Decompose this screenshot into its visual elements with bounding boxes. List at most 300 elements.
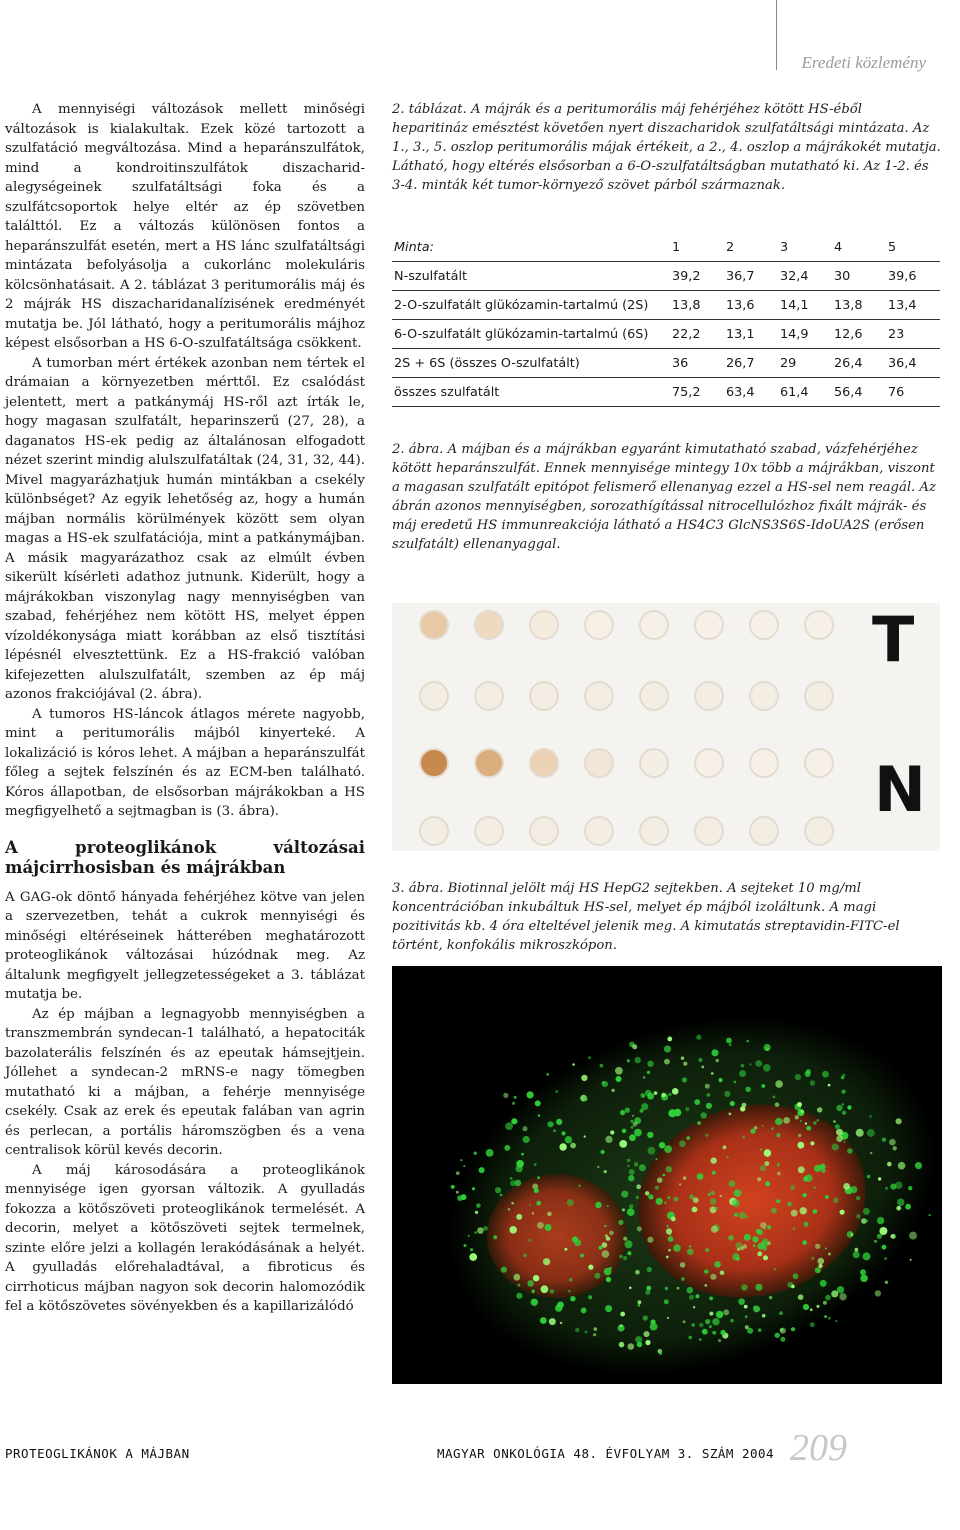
fluorescent-granule (685, 1107, 689, 1111)
fluorescent-granule (910, 1259, 912, 1261)
fluorescent-granule (645, 1191, 649, 1195)
fluorescent-granule (890, 1184, 896, 1190)
fluorescent-granule (863, 1208, 870, 1215)
fluorescent-granule (623, 1256, 627, 1260)
fluorescent-granule (622, 1208, 625, 1211)
fluorescent-granule (555, 1304, 562, 1311)
fluorescent-granule (877, 1234, 882, 1239)
fluorescent-granule (804, 1222, 809, 1227)
fluorescent-granule (644, 1331, 650, 1337)
fluorescent-granule (561, 1131, 565, 1135)
blot-well (639, 610, 669, 640)
fluorescent-granule (599, 1246, 603, 1250)
fluorescent-granule (885, 1281, 888, 1284)
fluorescent-granule (627, 1208, 635, 1216)
fluorescent-granule (779, 1311, 783, 1315)
fluorescent-granule (619, 1140, 627, 1148)
fluorescent-granule (776, 1199, 780, 1203)
blot-well (749, 610, 779, 640)
fluorescent-granule (664, 1045, 671, 1052)
fluorescent-granule (631, 1126, 634, 1129)
fluorescent-granule (828, 1084, 831, 1087)
fluorescent-granule (882, 1138, 886, 1142)
fluorescent-granule (739, 1212, 746, 1219)
fluorescent-granule (878, 1177, 881, 1180)
fluorescent-granule (470, 1248, 473, 1251)
fluorescent-granule (645, 1290, 650, 1295)
fluorescent-granule (534, 1188, 539, 1193)
fluorescent-granule (746, 1040, 749, 1043)
fluorescent-granule (536, 1201, 541, 1206)
table-cell: 36,7 (724, 262, 778, 291)
blot-well (694, 681, 724, 711)
fluorescent-granule (889, 1139, 896, 1146)
fluorescent-granule (898, 1162, 906, 1170)
fluorescent-granule (474, 1231, 477, 1234)
fluorescent-granule (493, 1235, 497, 1239)
fluorescent-granule (741, 1284, 747, 1290)
table-cell: 63,4 (724, 378, 778, 407)
fluorescent-granule (645, 1340, 650, 1345)
fluorescent-granule (897, 1198, 905, 1206)
fluorescent-granule (824, 1315, 827, 1318)
dot-blot-figure (392, 603, 940, 851)
fluorescent-granule (538, 1114, 541, 1117)
blot-well (584, 816, 614, 846)
fluorescent-granule (604, 1268, 612, 1276)
fluorescent-granule (605, 1136, 612, 1143)
fluorescent-granule (743, 1244, 747, 1248)
blot-well (529, 816, 559, 846)
fluorescent-granule (588, 1056, 591, 1059)
fluorescent-granule (627, 1251, 631, 1255)
fluorescent-granule (514, 1096, 517, 1099)
fluorescent-granule (640, 1109, 644, 1113)
fluorescent-granule (706, 1103, 712, 1109)
fluorescent-granule (553, 1129, 556, 1132)
table-cell: 39,2 (670, 262, 724, 291)
fluorescent-granule (628, 1343, 635, 1350)
fluorescent-granule (837, 1286, 844, 1293)
fluorescent-granule (531, 1290, 535, 1294)
fluorescent-granule (513, 1274, 520, 1281)
fluorescent-granule (456, 1191, 459, 1194)
fluorescent-granule (512, 1102, 515, 1105)
fluorescent-granule (584, 1097, 588, 1101)
fluorescent-granule (457, 1195, 463, 1201)
fluorescent-granule (730, 1319, 734, 1323)
fluorescent-granule (884, 1257, 887, 1260)
fluorescent-granule (692, 1207, 698, 1213)
fluorescent-granule (666, 1225, 668, 1227)
fluorescent-granule (686, 1136, 690, 1140)
fluorescent-granule (635, 1057, 641, 1063)
fluorescent-granule (855, 1248, 859, 1252)
fluorescent-granule (710, 1274, 716, 1280)
fluorescent-granule (877, 1217, 884, 1224)
fluorescent-granule (549, 1318, 556, 1325)
fluorescent-granule (546, 1073, 549, 1076)
fluorescent-granule (474, 1152, 477, 1155)
fluorescent-granule (667, 1196, 670, 1199)
fluorescent-granule (814, 1186, 816, 1188)
fluorescent-granule (865, 1220, 868, 1223)
fluorescent-granule (773, 1096, 776, 1099)
fluorescent-granule (833, 1120, 836, 1123)
fluorescent-granule (915, 1162, 922, 1169)
fluorescent-granule (870, 1152, 872, 1154)
table-cell: 13,8 (832, 291, 886, 320)
fluorescent-granule (588, 1295, 592, 1299)
fluorescent-granule (908, 1186, 912, 1190)
fluorescent-granule (569, 1278, 573, 1282)
fluorescent-granule (791, 1210, 798, 1217)
fluorescent-granule (456, 1171, 460, 1175)
fluorescent-granule (723, 1309, 729, 1315)
fluorescent-granule (823, 1301, 827, 1305)
fluorescent-granule (711, 1157, 717, 1163)
fluorescent-granule (839, 1293, 846, 1300)
fluorescent-granule (758, 1328, 761, 1331)
blot-well (804, 748, 834, 778)
fluorescent-granule (847, 1148, 853, 1154)
fluorescent-granule (760, 1149, 762, 1151)
fluorescent-granule (527, 1091, 534, 1098)
fluorescent-granule (777, 1172, 781, 1176)
fluorescent-granule (712, 1171, 716, 1175)
fluorescent-granule (771, 1208, 777, 1214)
fluorescent-granule (619, 1342, 625, 1348)
fluorescent-granule (805, 1071, 811, 1077)
fluorescent-granule (632, 1115, 634, 1117)
fluorescent-granule (734, 1213, 738, 1217)
table-cell: 13,4 (886, 291, 940, 320)
fluorescent-granule (742, 1136, 745, 1139)
fluorescent-granule (705, 1319, 710, 1324)
fluorescent-granule (896, 1118, 902, 1124)
fluorescent-granule (729, 1180, 736, 1187)
fluorescent-granule (615, 1067, 623, 1075)
micrograph-image (392, 966, 942, 1384)
fluorescent-granule (671, 1217, 676, 1222)
table-cell: 75,2 (670, 378, 724, 407)
fluorescent-granule (476, 1203, 481, 1208)
fluorescent-granule (709, 1325, 712, 1328)
blot-well (694, 816, 724, 846)
fluorescent-granule (692, 1323, 695, 1326)
fluorescent-granule (565, 1136, 572, 1143)
fluorescent-granule (741, 1064, 745, 1068)
blot-well (584, 748, 614, 778)
paragraph: A mennyiségi változások mellett minőségi változások is kialakultak. Ezek közé tartozott a szulfatáció megváltozása. Mind a heparánszulfátok, mind a kondroitinszulfátok diszacharid-alegységeinek szulfatáltsági foka és a szulfátcsoportok helye eltér az ép szövetben találttól. Ez a változás különösen fontos a heparánszulfát esetén, mert a HS lánc szulfatáltsági mintázata befolyásolja a cukorlánc molekuláris kölcsönhatásait. A 2. táblázat 3 peritumorális máj és 2 májrák HS diszacharidanalízisének eredményét mutatja be. Jól látható, hogy a peritumorális májhoz képest elsősorban a HS 6-O-szulfatáltsága csökkent. (5, 102, 365, 351)
fluorescent-granule (704, 1269, 709, 1274)
fluorescent-granule (693, 1306, 695, 1308)
blot-well (474, 681, 504, 711)
blot-well (694, 748, 724, 778)
fluorescent-granule (477, 1227, 484, 1234)
label-normal: N (874, 753, 926, 826)
fluorescent-granule (835, 1124, 840, 1129)
fluorescent-granule (634, 1162, 639, 1167)
fluorescent-granule (803, 1304, 809, 1310)
fluorescent-granule (677, 1287, 680, 1290)
fluorescent-granule (712, 1318, 719, 1325)
fluorescent-granule (818, 1258, 825, 1265)
table-row (392, 262, 940, 291)
fluorescent-granule (836, 1135, 843, 1142)
fluorescent-granule (775, 1333, 780, 1338)
fluorescent-granule (505, 1122, 513, 1130)
fluorescent-granule (510, 1180, 516, 1186)
fluorescent-granule (896, 1206, 901, 1211)
fluorescent-granule (687, 1287, 694, 1294)
fluorescent-granule (695, 1294, 699, 1298)
fluorescent-granule (460, 1159, 462, 1161)
fluorescent-granule (486, 1149, 494, 1157)
fluorescent-granule (537, 1222, 544, 1229)
fluorescent-granule (508, 1208, 511, 1211)
fluorescent-granule (468, 1235, 470, 1237)
fluorescent-granule (764, 1044, 771, 1051)
fluorescent-granule (667, 1317, 669, 1319)
fluorescent-granule (734, 1189, 742, 1197)
fluorescent-granule (510, 1177, 513, 1180)
fluorescent-granule (683, 1176, 686, 1179)
confocal-micrograph (392, 966, 942, 1384)
table-cell: 13,6 (724, 291, 778, 320)
fluorescent-granule (841, 1076, 844, 1079)
fluorescent-granule (555, 1090, 558, 1093)
fluorescent-granule (535, 1100, 541, 1106)
blot-well (749, 681, 779, 711)
fluorescent-granule (787, 1202, 791, 1206)
fluorescent-granule (720, 1330, 725, 1335)
header-rule (776, 0, 777, 70)
fluorescent-granule (765, 1181, 770, 1186)
fluorescent-granule (689, 1295, 694, 1300)
table-header-cell: 3 (778, 233, 832, 262)
fluorescent-granule (882, 1245, 887, 1250)
fluorescent-granule (720, 1195, 722, 1197)
label-tumor: T (872, 603, 915, 676)
fluorescent-granule (511, 1202, 514, 1205)
fluorescent-granule (631, 1120, 634, 1123)
fluorescent-granule (637, 1342, 643, 1348)
fluorescent-granule (755, 1060, 762, 1067)
fluorescent-granule (680, 1262, 686, 1268)
fluorescent-granule (567, 1199, 574, 1206)
fluorescent-granule (905, 1204, 911, 1210)
fluorescent-granule (679, 1183, 681, 1185)
blot-well (419, 748, 449, 778)
fluorescent-granule (602, 1081, 605, 1084)
fluorescent-granule (531, 1299, 538, 1306)
fluorescent-granule (620, 1312, 625, 1317)
fluorescent-granule (780, 1337, 785, 1342)
fluorescent-granule (556, 1119, 562, 1125)
fluorescent-granule (718, 1339, 721, 1342)
fluorescent-granule (739, 1070, 746, 1077)
table-row (392, 378, 940, 407)
fluorescent-granule (647, 1237, 653, 1243)
fluorescent-granule (836, 1105, 842, 1111)
fluorescent-granule (682, 1077, 687, 1082)
fluorescent-granule (810, 1080, 815, 1085)
fluorescent-granule (605, 1305, 612, 1312)
fluorescent-granule (666, 1228, 672, 1234)
table-cell: 14,1 (778, 291, 832, 320)
fluorescent-granule (791, 1327, 795, 1331)
fluorescent-granule (627, 1159, 631, 1163)
fluorescent-granule (860, 1269, 866, 1275)
fluorescent-granule (702, 1329, 708, 1335)
fluorescent-granule (611, 1089, 614, 1092)
paragraph: A tumorban mért értékek azonban nem tértek el drámaian a környezetben mérttől. Ez csalódást jelentett, mert a patkánymáj HS-ről azt írták le, hogy magasan szulfatált, heparinszerű (27, 28), a daganatos HS-ek pedig az általánosan elfogadott nézet szerint mindig alulszulfatáltak (24, 31, 32, 44). Mivel magyarázhatjuk humán mintákban a csekély különbséget? Az egyik lehetőség az, hogy a humán májban normális körülmények között sem olyan magas a HS-ek szulfatációja, mint a patkánymájban. A másik magyarázathoz csak az elmúlt évben sikerült kísérleti adathoz jutnunk. Kiderült, hogy a májrákokban viszonylag nagy mennyiségben van szabad, fehérjéhez nem kötött HS, melyet éppen vízoldékonysága miatt korábban az első tisztítási lépésnél elvesztettünk. Ez a HS-frakció valóban kifejezetten alulszulfatált, szemben az ép máj azonos frakciójával (2. ábra). (5, 355, 365, 702)
figure2-caption: 2. ábra. A májban és a májrákban egyaránt kimutatható szabad, vázfehérjéhez kötött heparánszulfát. Ennek mennyisége mintegy 10x több a májrákban, viszont a magasan szulfatált epitópot felismerő ellenanyag ezzel a HS-sel nem reagál. Az ábrán azonos mennyiségben, sorozathígítással nitrocellulózhoz fixált májrák- és máj eredetű HS immunreakciója látható a HS4C3 GlcNS3S6S-IdoUA2S (erősen szulfatált) ellenanyaggal. (392, 442, 936, 552)
fluorescent-granule (594, 1273, 600, 1279)
fluorescent-granule (681, 1057, 684, 1060)
fluorescent-granule (841, 1090, 845, 1094)
fluorescent-granule (648, 1194, 653, 1199)
fluorescent-granule (668, 1109, 676, 1117)
table-cell: 13,8 (670, 291, 724, 320)
fluorescent-granule (543, 1258, 550, 1265)
fluorescent-granule (714, 1261, 721, 1268)
fluorescent-granule (755, 1284, 762, 1291)
table-header-row (392, 233, 940, 262)
section-heading: A proteoglikánok változásai májcirrhosisban és májrákban (5, 837, 365, 877)
fluorescent-granule (633, 1122, 638, 1127)
fluorescent-granule (464, 1244, 467, 1247)
fluorescent-granule (609, 1231, 614, 1236)
fluorescent-granule (529, 1204, 531, 1206)
blot-well (529, 610, 559, 640)
fluorescent-granule (825, 1247, 827, 1249)
fluorescent-granule (665, 1287, 668, 1290)
table-cell: összes szulfatált (392, 378, 670, 407)
fluorescent-granule (647, 1061, 653, 1067)
fluorescent-granule (600, 1064, 604, 1068)
fluorescent-granule (776, 1133, 780, 1137)
fluorescent-granule (833, 1197, 839, 1203)
fluorescent-granule (705, 1134, 708, 1137)
table-header-cell: 5 (886, 233, 940, 262)
fluorescent-granule (802, 1240, 807, 1245)
fluorescent-granule (516, 1214, 522, 1220)
fluorescent-granule (650, 1323, 658, 1331)
fluorescent-granule (764, 1149, 771, 1156)
fluorescent-granule (753, 1306, 760, 1313)
fluorescent-granule (860, 1275, 868, 1283)
fluorescent-granule (657, 1177, 663, 1183)
fluorescent-granule (560, 1322, 562, 1324)
fluorescent-granule (744, 1234, 751, 1241)
figure3-caption: 3. ábra. Biotinnal jelölt máj HS HepG2 sejtekben. A sejteket 10 mg/ml koncentrációban inkubáltuk HS-sel, melyet ép májból izoláltunk. A magi pozitivitás kb. 4 óra elteltével jelenik meg. A kimutatás streptavidin-FITC-el történt, konfokális mikroszkópon. (392, 881, 900, 953)
fluorescent-granule (604, 1225, 606, 1227)
fluorescent-granule (842, 1103, 844, 1105)
fluorescent-granule (625, 1108, 630, 1113)
blot-well (584, 681, 614, 711)
fluorescent-granule (701, 1112, 707, 1118)
table-caption: 2. táblázat. A májrák és a peritumorális máj fehérjéhez kötött HS-éből heparitináz emésztést követően nyert diszacharidok szulfatáltsági mintázata. Az 1., 3., 5. oszlop peritumorális májak értékeit, a 2., 4. oszlop a májrákokét mutatja. Látható, hogy eltérés elsősorban a 6-O-szulfatáltságban mutatható ki. Az 1-2. és 3-4. minták két tumor-környező szövet párból származnak. (392, 102, 941, 193)
fluorescent-granule (664, 1299, 669, 1304)
table-cell: 2-O-szulfatált glükózamin-tartalmú (2S) (392, 291, 670, 320)
fluorescent-granule (581, 1308, 587, 1314)
fluorescent-granule (619, 1255, 623, 1259)
fluorescent-granule (709, 1297, 713, 1301)
fluorescent-granule (840, 1210, 845, 1215)
fluorescent-granule (545, 1224, 552, 1231)
blot-well (419, 610, 449, 640)
table-cell: 61,4 (778, 378, 832, 407)
fluorescent-granule (813, 1209, 818, 1214)
fluorescent-granule (730, 1101, 735, 1106)
fluorescent-granule (500, 1194, 503, 1197)
fluorescent-granule (659, 1352, 662, 1355)
fluorescent-granule (734, 1081, 737, 1084)
paragraph: A GAG-ok döntő hányada fehérjéhez kötve van jelen a szervezetben, tehát a cukrok mennyiségi és minőségi eltéréseinek hátterében meghatározott proteoglikánok változásai húzódnak meg. Az általunk megfigyelt jellegzetességeket a 3. táblázat mutatja be. (5, 889, 365, 1002)
fluorescent-granule (584, 1135, 586, 1137)
fluorescent-granule (869, 1115, 871, 1117)
paragraph: A tumoros HS-láncok átlagos mérete nagyobb, mint a peritumorális májból kinyerteké. A lokalizáció is kóros lehet. A májban a heparánszulfát főleg a sejtek felszínén és az ECM-ben található. Kóros állapotban, de elsősorban májrákokban a HS megfigyelhető a sejtmagban is (3. ábra). (5, 706, 365, 819)
blot-well (584, 610, 614, 640)
fluorescent-granule (647, 1267, 652, 1272)
fluorescent-granule (699, 1338, 702, 1341)
fluorescent-granule (610, 1130, 614, 1134)
fluorescent-granule (798, 1166, 805, 1173)
fluorescent-granule (813, 1121, 816, 1124)
fluorescent-granule (605, 1234, 608, 1237)
fluorescent-granule (764, 1161, 769, 1166)
table-cell: 39,6 (886, 262, 940, 291)
fluorescent-granule (523, 1254, 527, 1258)
fluorescent-granule (511, 1118, 517, 1124)
fluorescent-granule (797, 1102, 802, 1107)
fluorescent-granule (863, 1252, 871, 1260)
table-cell: 56,4 (832, 378, 886, 407)
fluorescent-granule (475, 1211, 478, 1214)
table-header-cell: 4 (832, 233, 886, 262)
fluorescent-granule (867, 1175, 871, 1179)
fluorescent-granule (749, 1063, 751, 1065)
fluorescent-granule (618, 1220, 623, 1225)
fluorescent-granule (568, 1290, 571, 1293)
fluorescent-granule (638, 1300, 642, 1304)
fluorescent-granule (547, 1121, 553, 1127)
fluorescent-granule (711, 1072, 714, 1075)
fluorescent-granule (820, 1280, 827, 1287)
fluorescent-granule (607, 1205, 609, 1207)
fluorescent-granule (564, 1248, 567, 1251)
fluorescent-granule (753, 1244, 756, 1247)
fluorescent-granule (843, 1183, 850, 1190)
fluorescent-granule (638, 1304, 641, 1307)
table-cell: 22,2 (670, 320, 724, 349)
table-cell: 32,4 (778, 262, 832, 291)
fluorescent-granule (689, 1194, 694, 1199)
fluorescent-granule (451, 1185, 455, 1189)
fluorescent-granule (647, 1132, 653, 1138)
fluorescent-granule (851, 1233, 854, 1236)
fluorescent-granule (783, 1117, 790, 1124)
fluorescent-granule (810, 1308, 813, 1311)
fluorescent-granule (629, 1169, 635, 1175)
fluorescent-granule (828, 1253, 831, 1256)
fluorescent-granule (706, 1248, 710, 1252)
fluorescent-granule (641, 1093, 646, 1098)
fluorescent-granule (479, 1167, 485, 1173)
fluorescent-granule (575, 1328, 579, 1332)
